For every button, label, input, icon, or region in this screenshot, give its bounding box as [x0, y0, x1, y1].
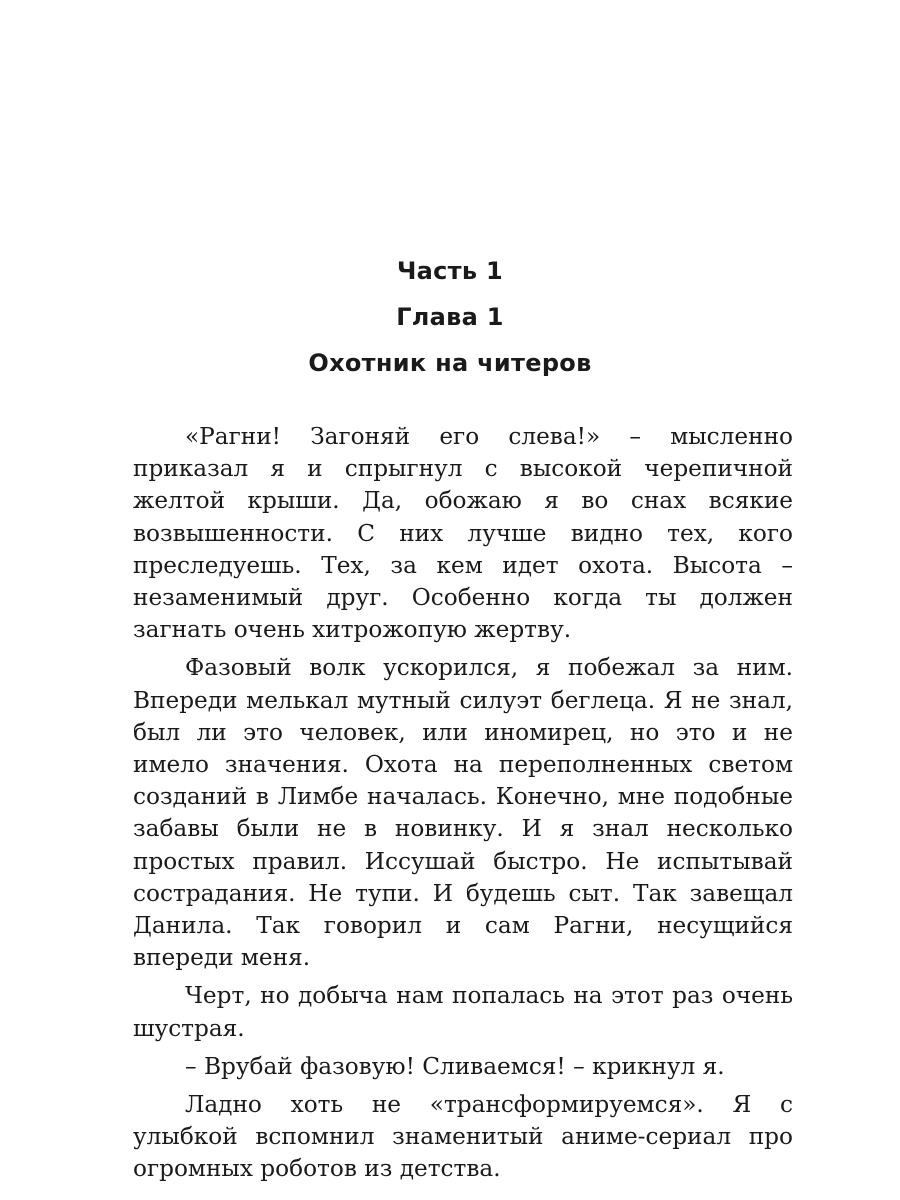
paragraph: Черт, но добыча нам попалась на этот раз очень шустрая. — [133, 982, 793, 1042]
paragraph: Фазовый волк ускорился, я побежал за ним. Впереди мелькал мутный силуэт беглеца. Я не знал, был ли это человек, или иномирец, но это и не имело значения. Охота на переполненных светом созданий в Лимбе началась. Конечно, мне подобные забавы были не в новинку. И я знал несколько простых правил. Иссушай быстро. Не испытывай сострадания. Не тупи. И будешь сыт. Так завещал Данила. Так говорил и сам Рагни, несущийся впереди меня. — [133, 654, 793, 972]
paragraph: – Врубай фазовую! Сливаемся! – крикнул я. — [185, 1052, 725, 1080]
part-title: Часть 1 — [396, 257, 504, 285]
paragraph: «Рагни! Загоняй его слева!» – мысленно приказал я и спрыгнул с высокой черепичной желтой крыши. Да, обожаю я во снах всякие возвышенности. С них лучше видно тех, кого преследуешь. Тех, за кем идет охота. Высота – незаменимый друг. Особенно когда ты должен загнать очень хитрожопую жертву. — [133, 423, 793, 644]
chapter-body — [133, 421, 793, 1192]
chapter-heading — [0, 248, 900, 386]
paragraph: Ладно хоть не «трансформируемся». Я с улыбкой вспомнил знаменитый аниме-сериал про огромных роботов из детства. — [133, 1091, 793, 1183]
chapter-number: Глава 1 — [396, 303, 504, 331]
chapter-title: Охотник на читеров — [308, 349, 592, 377]
